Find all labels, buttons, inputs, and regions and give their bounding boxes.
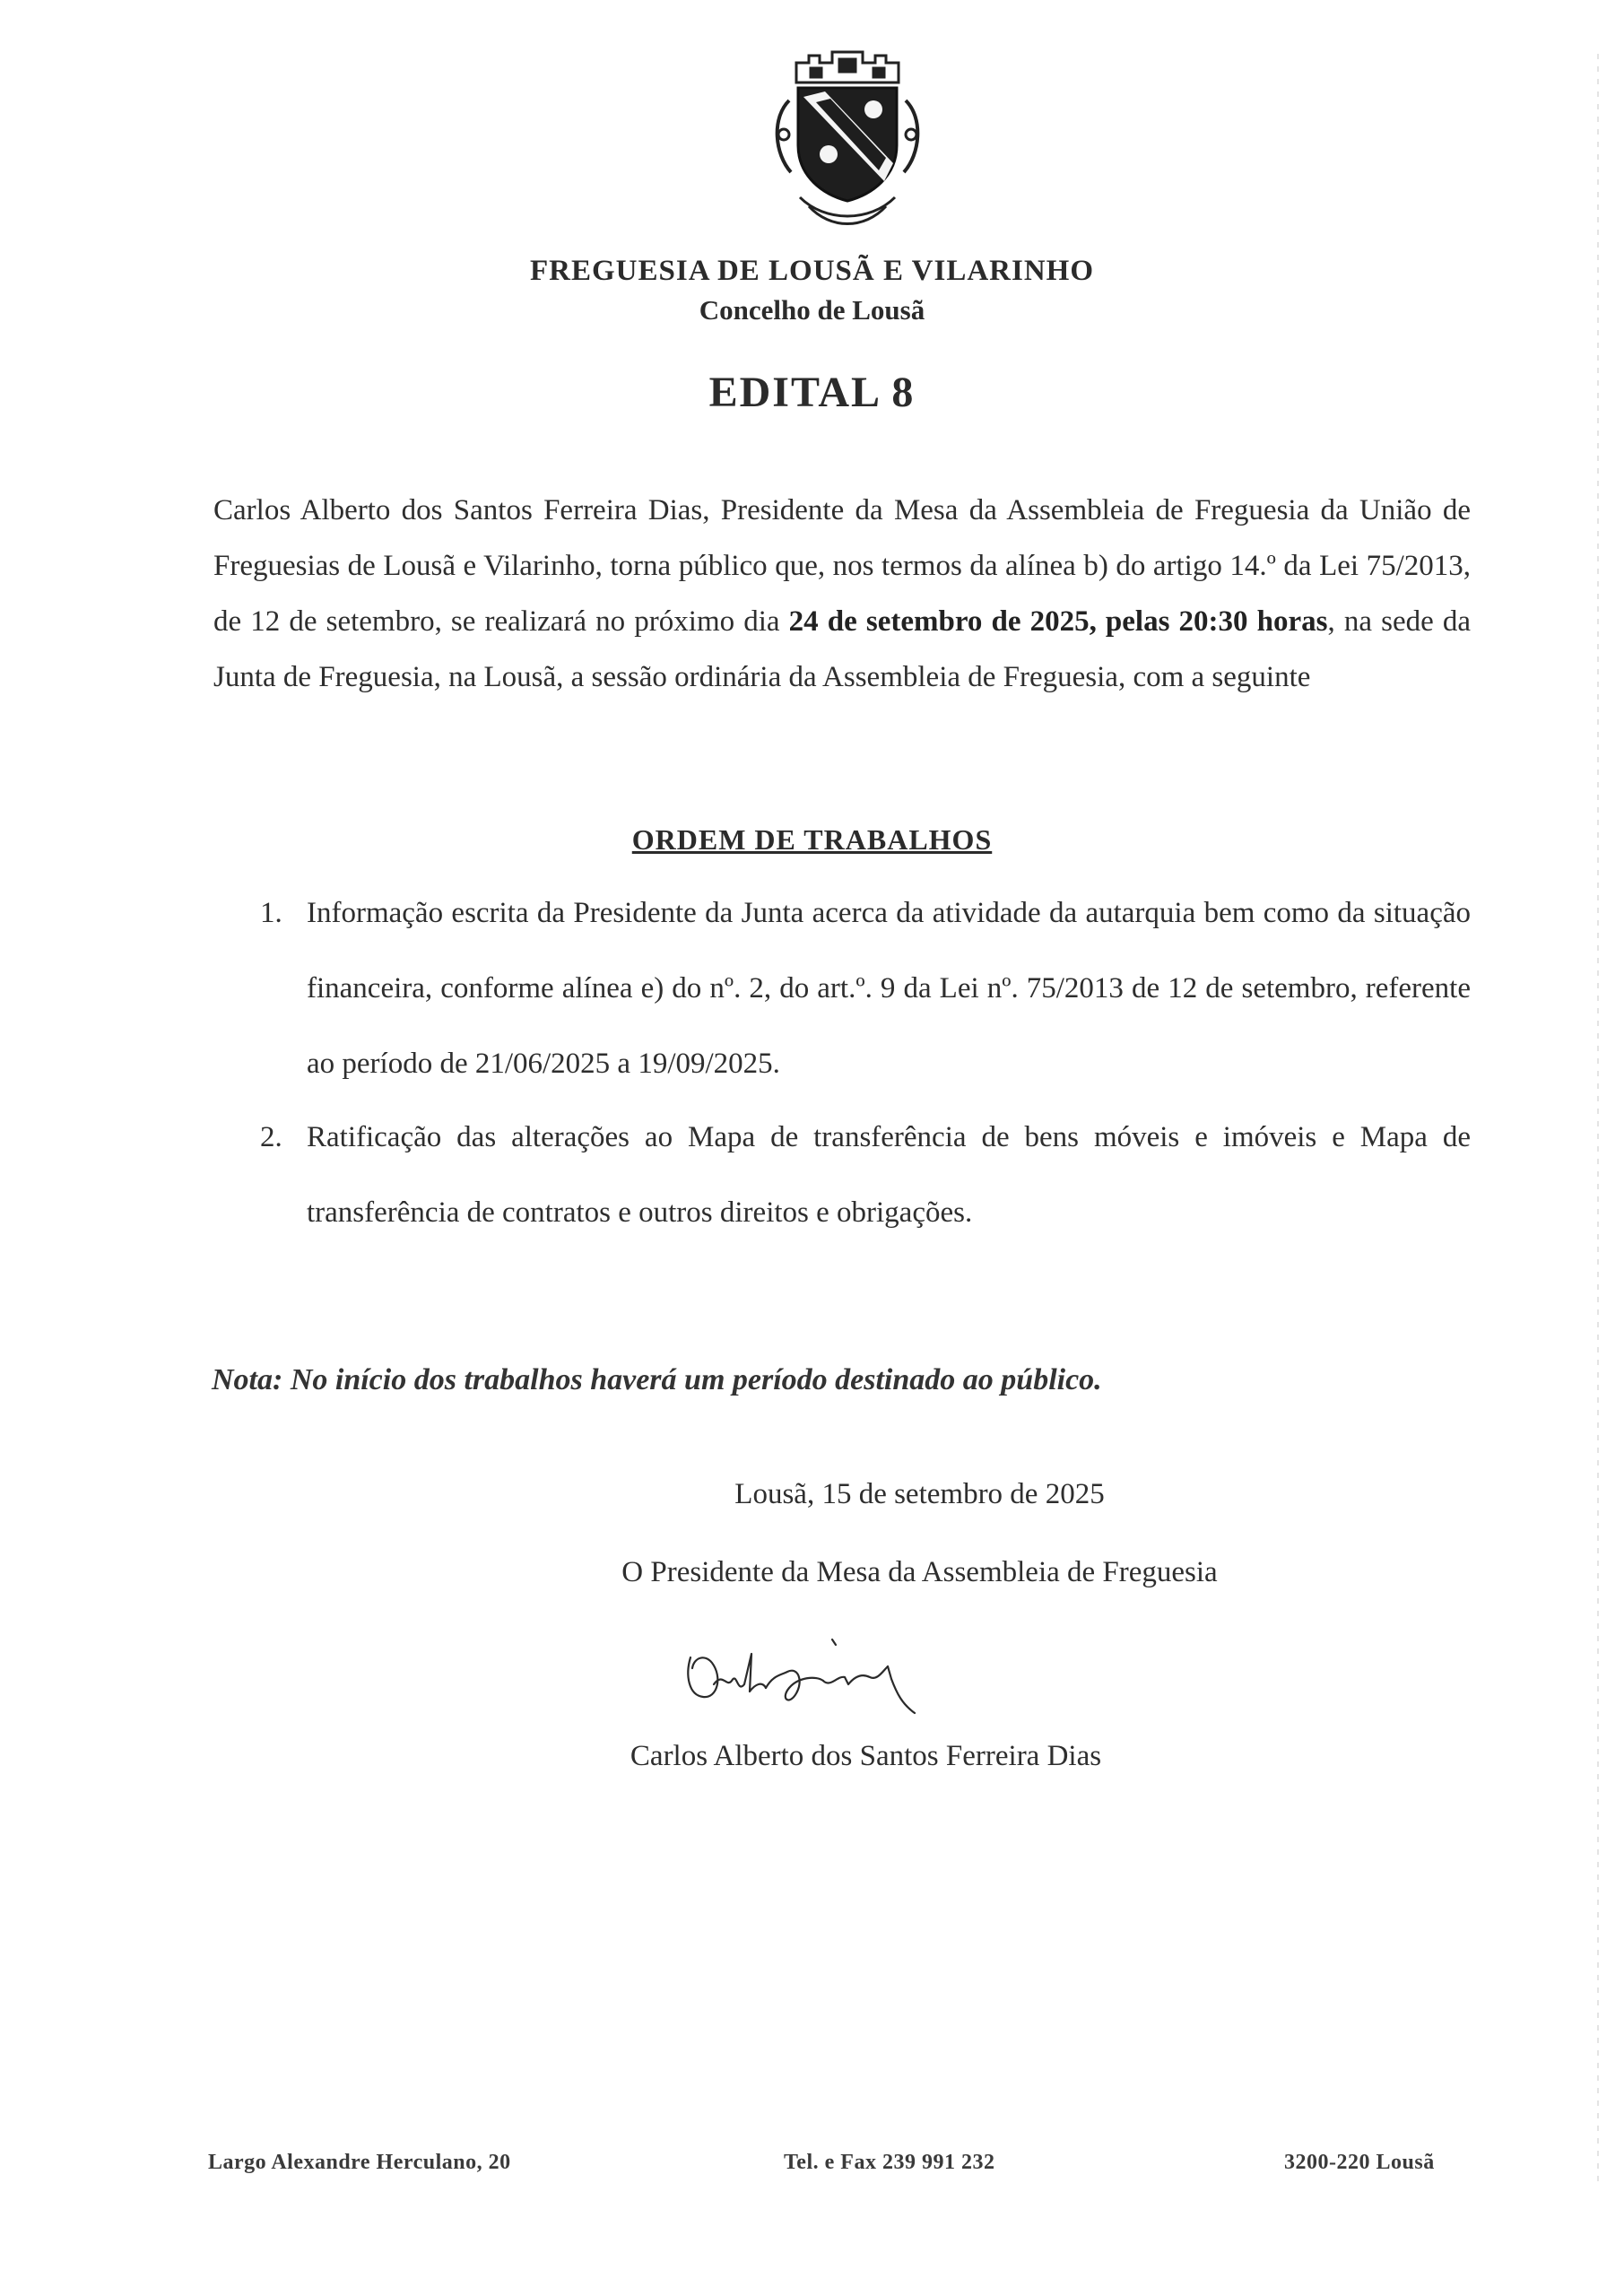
intro-text-part2: , na sede da Junta de Freguesia, na Lousã, a sessão ordinária da Assembleia de Freguesia, com a seguinte <box>213 605 1471 693</box>
agenda-item <box>260 1100 1471 1250</box>
meeting-date-time: 24 de setembro de 2025, pelas 20:30 horas <box>788 605 1328 638</box>
signer-role: O Presidente da Mesa da Assembleia de Freguesia <box>621 1556 1218 1588</box>
note-text: Nota: No início dos trabalhos haverá um período destinado ao público. <box>212 1363 1102 1396</box>
footer-postal-code: 3200-220 Lousã <box>1284 2151 1435 2174</box>
coat-of-arms-logo <box>762 47 933 230</box>
footer-address: Largo Alexandre Herculano, 20 <box>208 2151 511 2174</box>
intro-text-part1: Carlos Alberto dos Santos Ferreira Dias, Presidente da Mesa da Assembleia de Freguesia da União de Freguesias de Lousã e Vilarinho, torna público que, nos termos da alínea b) do artigo 14.º da Lei 75/2013, de 12 de setembro, se realizará no próximo dia <box>213 494 1471 638</box>
agenda-item <box>260 875 1471 1101</box>
agenda-item-number: 2. <box>260 1121 282 1153</box>
agenda-item-text: Informação escrita da Presidente da Junta acerca da atividade da autarquia bem como da situação financeira, conforme alínea e) do nº. 2, do art.º. 9 da Lei nº. 75/2013 de 12 de setembro, referente ao período de 21/06/2025 a 19/09/2025. <box>307 897 1471 1080</box>
agenda-item-text: Ratificação das alterações ao Mapa de transferência de bens móveis e imóveis e Mapa de transferência de contratos e outros direitos e obrigações. <box>307 1121 1471 1229</box>
handwritten-signature <box>673 1622 942 1720</box>
footer-phone-fax: Tel. e Fax 239 991 232 <box>784 2151 995 2174</box>
agenda-item-number: 1. <box>260 897 282 929</box>
intro-paragraph <box>213 483 1471 705</box>
document-title: EDITAL 8 <box>708 369 916 416</box>
organization-subtitle: Concelho de Lousã <box>699 294 925 326</box>
place-and-date: Lousã, 15 de setembro de 2025 <box>734 1478 1105 1510</box>
signer-name: Carlos Alberto dos Santos Ferreira Dias <box>630 1740 1102 1772</box>
organization-name: FREGUESIA DE LOUSÃ E VILARINHO <box>529 255 1095 287</box>
agenda-title: ORDEM DE TRABALHOS <box>631 823 993 856</box>
